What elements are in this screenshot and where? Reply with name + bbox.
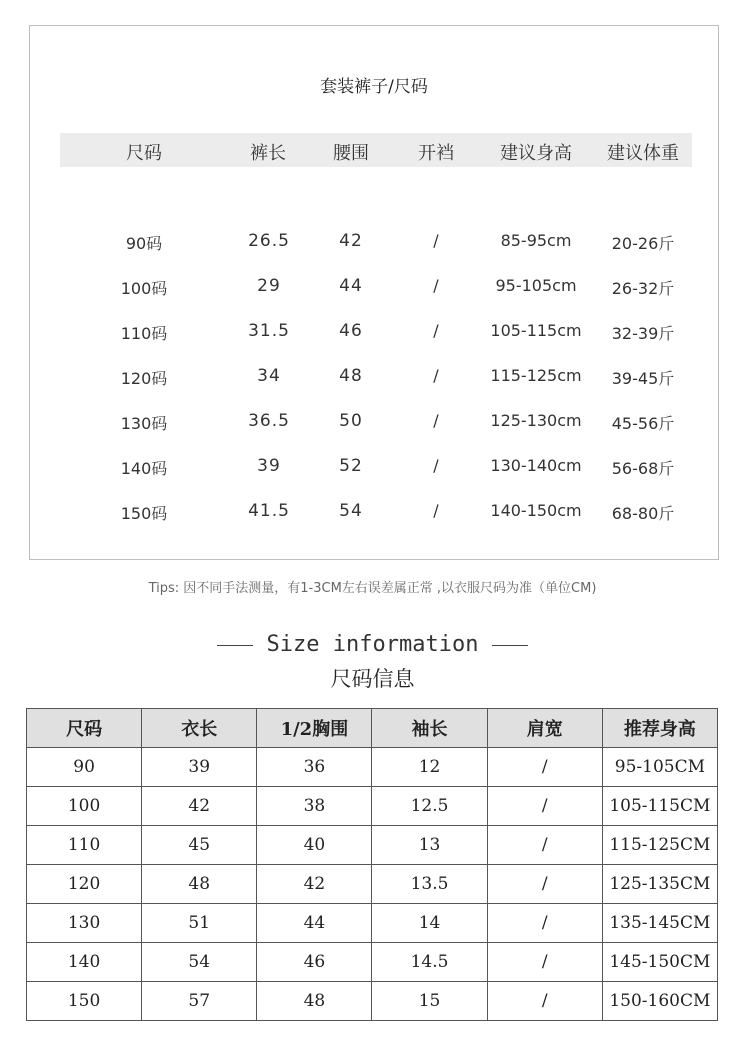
tops-cell-length: 39 (142, 748, 257, 787)
pants-cell-size: 150码 (120, 504, 168, 523)
tops-header-sleeve: 袖长 (372, 709, 487, 748)
pants-header-height: 建议身高 (500, 143, 572, 164)
tops-cell-half-chest: 38 (257, 787, 372, 826)
tops-cell-half-chest: 42 (257, 865, 372, 904)
pants-cell-weight: 32-39斤 (611, 324, 675, 343)
measurement-tips: Tips: 因不同手法测量，有1-3CM左右误差属正常 ,以衣服尺码为准（单位CM) (148, 581, 597, 596)
tops-cell-sleeve: 13 (372, 826, 487, 865)
pants-cell-waist: 50 (339, 411, 363, 431)
pants-cell-size: 110码 (120, 324, 168, 343)
pants-cell-length: 26.5 (248, 231, 290, 251)
tops-table-row (27, 865, 718, 904)
tops-cell-size: 100 (27, 787, 142, 826)
pants-cell-crotch: / (433, 411, 439, 430)
size-information-heading (0, 632, 745, 657)
tops-cell-shoulder: / (487, 982, 602, 1021)
tops-cell-half-chest: 40 (257, 826, 372, 865)
pants-table-row (30, 456, 718, 482)
tops-cell-sleeve: 14.5 (372, 943, 487, 982)
pants-cell-height: 95-105cm (495, 276, 577, 295)
pants-cell-height: 115-125cm (490, 366, 582, 385)
pants-cell-height: 140-150cm (490, 501, 582, 520)
pants-table-row (30, 411, 718, 437)
tops-table-body (27, 748, 718, 1021)
tops-table-row (27, 943, 718, 982)
tops-table-row (27, 748, 718, 787)
pants-header-weight: 建议体重 (607, 143, 679, 164)
pants-cell-size: 130码 (120, 414, 168, 433)
pants-cell-waist: 44 (339, 276, 363, 296)
tops-cell-size: 120 (27, 865, 142, 904)
pants-cell-size: 120码 (120, 369, 168, 388)
right-dash (492, 645, 528, 646)
tops-cell-height: 145-150CM (602, 943, 717, 982)
pants-cell-length: 31.5 (248, 321, 290, 341)
tops-cell-shoulder: / (487, 787, 602, 826)
tops-cell-shoulder: / (487, 943, 602, 982)
tops-cell-shoulder: / (487, 748, 602, 787)
tops-header-length: 衣长 (142, 709, 257, 748)
pants-cell-length: 34 (257, 366, 281, 386)
pants-table-row (30, 321, 718, 347)
pants-cell-size: 140码 (120, 459, 168, 478)
pants-cell-waist: 46 (339, 321, 363, 341)
tops-header-height: 推荐身高 (602, 709, 717, 748)
pants-cell-height: 85-95cm (500, 231, 572, 250)
pants-cell-waist: 42 (339, 231, 363, 251)
tops-cell-length: 42 (142, 787, 257, 826)
pants-cell-height: 105-115cm (490, 321, 582, 340)
pants-table-header (60, 133, 692, 167)
tops-table-row (27, 826, 718, 865)
pants-cell-crotch: / (433, 276, 439, 295)
tops-header-shoulder: 肩宽 (487, 709, 602, 748)
tops-cell-length: 48 (142, 865, 257, 904)
tops-cell-sleeve: 15 (372, 982, 487, 1021)
tops-table-row (27, 787, 718, 826)
pants-cell-length: 29 (257, 276, 281, 296)
tops-cell-shoulder: / (487, 865, 602, 904)
pants-header-length: 裤长 (250, 143, 286, 164)
pants-cell-waist: 48 (339, 366, 363, 386)
pants-cell-weight: 26-32斤 (611, 279, 675, 298)
tops-cell-size: 90 (27, 748, 142, 787)
tops-table-header (27, 709, 718, 748)
size-information-title: Size information (266, 632, 479, 657)
pants-table-row (30, 276, 718, 302)
pants-table-row (30, 231, 718, 257)
tops-cell-size: 150 (27, 982, 142, 1021)
pants-size-card (29, 25, 719, 560)
tops-cell-height: 125-135CM (602, 865, 717, 904)
tops-cell-half-chest: 36 (257, 748, 372, 787)
tops-cell-height: 150-160CM (602, 982, 717, 1021)
tops-cell-half-chest: 46 (257, 943, 372, 982)
pants-cell-weight: 20-26斤 (611, 234, 675, 253)
size-information-subtitle: 尺码信息 (330, 667, 415, 691)
pants-cell-height: 130-140cm (490, 456, 582, 475)
pants-cell-size: 90码 (125, 234, 163, 253)
pants-cell-crotch: / (433, 456, 439, 475)
pants-cell-crotch: / (433, 366, 439, 385)
tops-cell-size: 110 (27, 826, 142, 865)
tops-cell-sleeve: 14 (372, 904, 487, 943)
tops-cell-length: 51 (142, 904, 257, 943)
pants-cell-weight: 39-45斤 (611, 369, 675, 388)
pants-table-row (30, 366, 718, 392)
pants-cell-weight: 56-68斤 (611, 459, 675, 478)
tops-table-row (27, 904, 718, 943)
tops-cell-size: 140 (27, 943, 142, 982)
pants-table-row (30, 501, 718, 527)
pants-cell-length: 36.5 (248, 411, 290, 431)
pants-header-waist: 腰围 (333, 143, 369, 164)
left-dash (217, 645, 253, 646)
tops-cell-size: 130 (27, 904, 142, 943)
tops-cell-height: 95-105CM (602, 748, 717, 787)
tops-table-row (27, 982, 718, 1021)
tops-cell-sleeve: 12 (372, 748, 487, 787)
tops-cell-shoulder: / (487, 904, 602, 943)
pants-cell-weight: 45-56斤 (611, 414, 675, 433)
tops-cell-shoulder: / (487, 826, 602, 865)
tops-cell-length: 45 (142, 826, 257, 865)
tops-cell-half-chest: 48 (257, 982, 372, 1021)
tops-cell-length: 57 (142, 982, 257, 1021)
pants-header-size: 尺码 (126, 143, 162, 164)
tops-cell-height: 105-115CM (602, 787, 717, 826)
pants-header-crotch: 开裆 (418, 143, 454, 164)
tops-cell-height: 115-125CM (602, 826, 717, 865)
tops-cell-sleeve: 13.5 (372, 865, 487, 904)
tops-cell-height: 135-145CM (602, 904, 717, 943)
pants-cell-height: 125-130cm (490, 411, 582, 430)
pants-cell-waist: 52 (339, 456, 363, 476)
pants-table-title: 套装裤子/尺码 (320, 77, 428, 97)
pants-cell-waist: 54 (339, 501, 363, 521)
tops-header-half-chest: 1/2胸围 (257, 709, 372, 748)
pants-cell-size: 100码 (120, 279, 168, 298)
pants-cell-weight: 68-80斤 (611, 504, 675, 523)
tops-cell-half-chest: 44 (257, 904, 372, 943)
pants-cell-length: 41.5 (248, 501, 290, 521)
pants-cell-length: 39 (257, 456, 281, 476)
tops-header-size: 尺码 (27, 709, 142, 748)
pants-cell-crotch: / (433, 321, 439, 340)
pants-cell-crotch: / (433, 501, 439, 520)
tops-size-table (26, 708, 718, 1021)
tops-cell-sleeve: 12.5 (372, 787, 487, 826)
pants-cell-crotch: / (433, 231, 439, 250)
tops-cell-length: 54 (142, 943, 257, 982)
